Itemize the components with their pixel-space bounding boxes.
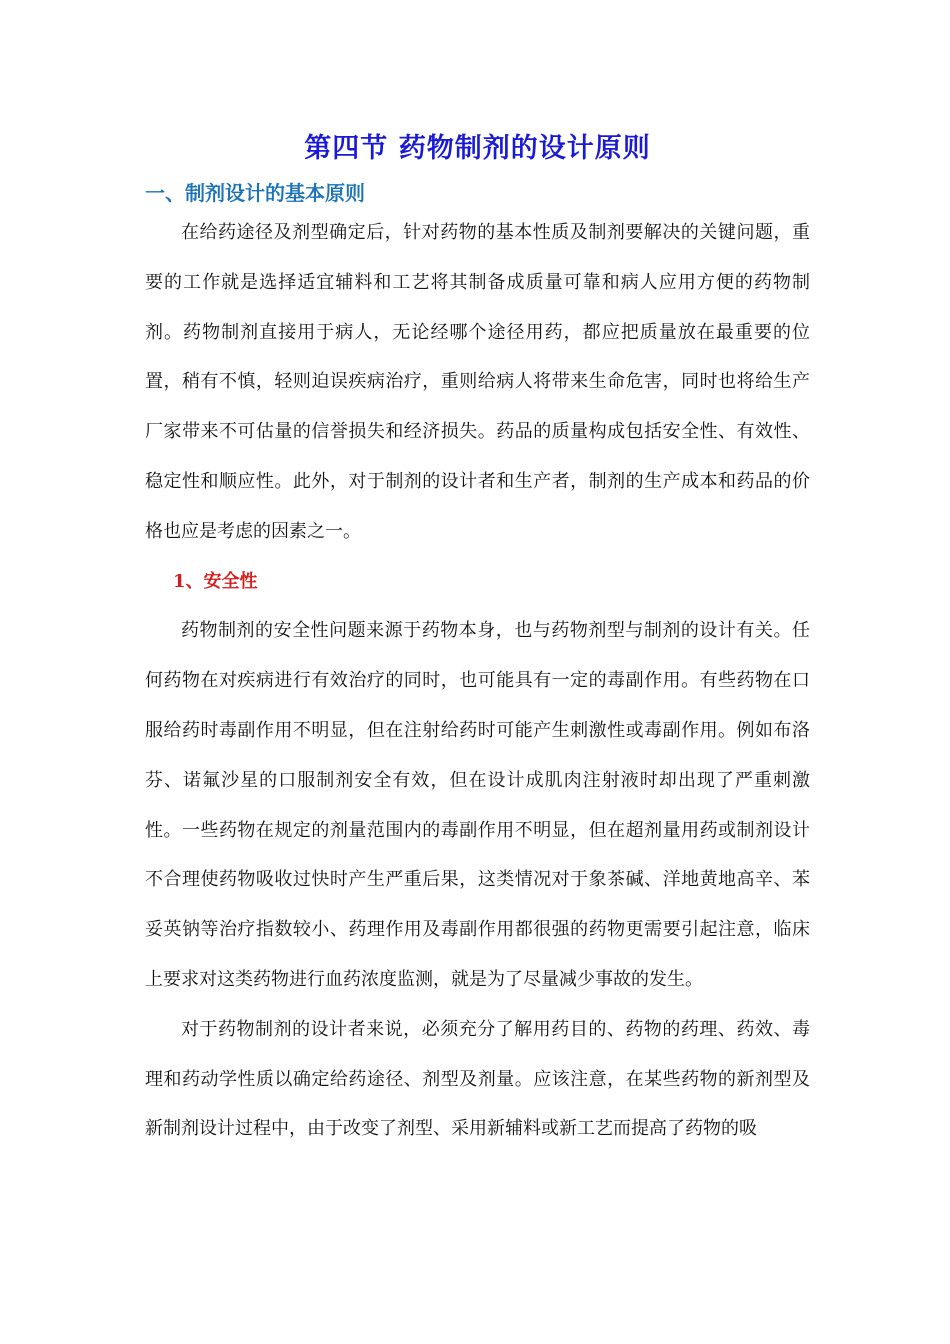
document-page bbox=[145, 120, 810, 1154]
subsection-paragraph-2: 对于药物制剂的设计者来说，必须充分了解用药目的、药物的药理、药效、毒理和药动学性质以确定给药途径、剂型及剂量。应该注意，在某些药物的新剂型及新制剂设计过程中，由于改变了剂型、采用新辅料或新工艺而提高了药物的吸 bbox=[145, 1018, 810, 1140]
page-title: 第四节 药物制剂的设计原则 bbox=[304, 133, 651, 164]
section-paragraph: 在给药途径及剂型确定后，针对药物的基本性质及制剂要解决的关键问题，重要的工作就是选择适宜辅料和工艺将其制备成质量可靠和病人应用方便的药物制剂。药物制剂直接用于病人，无论经哪个途径用药，都应把质量放在最重要的位置，稍有不慎，轻则迫误疾病治疗，重则给病人将带来生命危害，同时也将给生产厂家带来不可估量的信誉损失和经济损失。药品的质量构成包括安全性、有效性、稳定性和顺应性。此外，对于制剂的设计者和生产者，制剂的生产成本和药品的价格也应是考虑的因素之一。 bbox=[145, 222, 810, 542]
subsection-paragraph-1: 药物制剂的安全性问题来源于药物本身，也与药物剂型与制剂的设计有关。任何药物在对疾病进行有效治疗的同时，也可能具有一定的毒副作用。有些药物在口服给药时毒副作用不明显，但在注射给药时可能产生刺激性或毒副作用。例如布洛芬、诺氟沙星的口服制剂安全有效，但在设计成肌肉注射液时却出现了严重刺激性。一些药物在规定的剂量范围内的毒副作用不明显，但在超剂量用药或制剂设计不合理使药物吸收过快时产生严重后果，这类情况对于象茶碱、洋地黄地高辛、苯妥英钠等治疗指数较小、药理作用及毒副作用都很强的药物更需要引起注意，临床上要求对这类药物进行血药浓度监测，就是为了尽量减少事故的发生。 bbox=[145, 620, 810, 990]
subsection-heading: 1、安全性 bbox=[173, 570, 258, 592]
section-heading: 一、制剂设计的基本原则 bbox=[145, 181, 365, 205]
